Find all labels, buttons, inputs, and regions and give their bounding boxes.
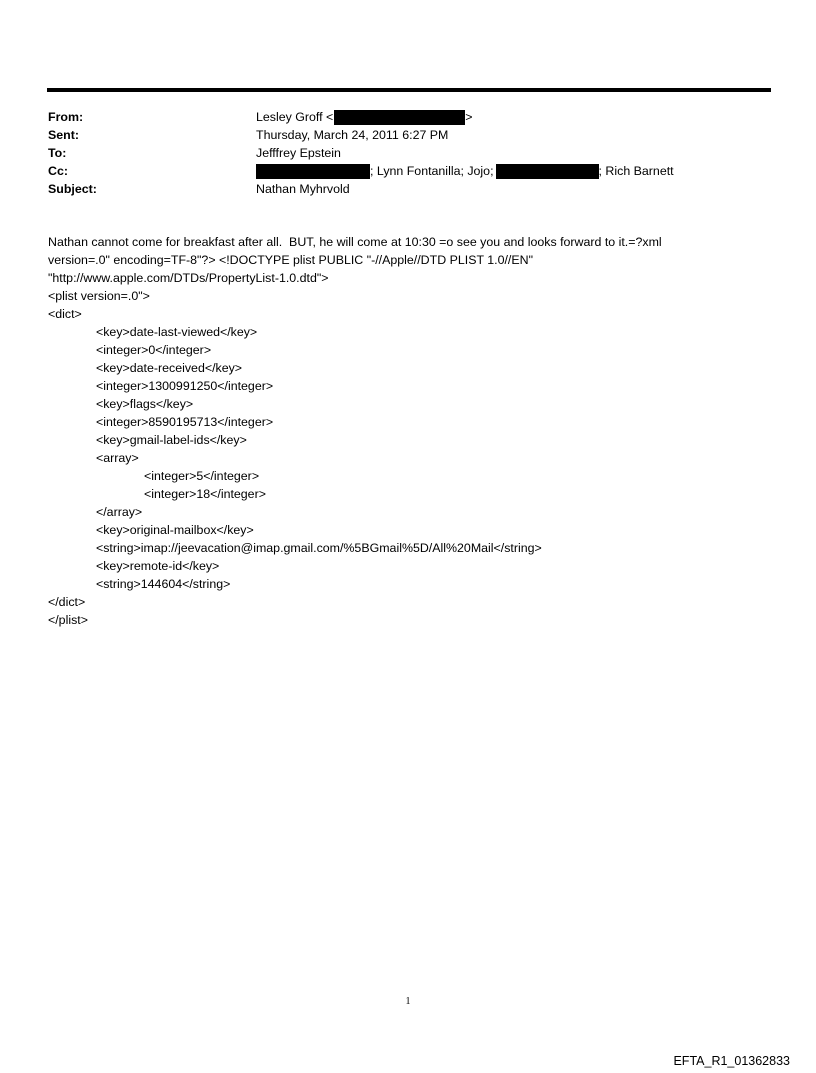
body-line: <integer>0</integer> — [96, 343, 212, 357]
sent-label: Sent: — [48, 128, 79, 142]
sent-value: Thursday, March 24, 2011 6:27 PM — [256, 128, 449, 142]
body-line: Nathan cannot come for breakfast after all. BUT, he will come at 10:30 =o see you and looks forward to it.=?xml — [48, 235, 662, 249]
from-name: Lesley Groff < — [256, 110, 334, 124]
body-line: <integer>5</integer> — [144, 469, 260, 483]
from-close: > — [465, 110, 473, 124]
email-body — [48, 233, 768, 629]
body-line: "http://www.apple.com/DTDs/PropertyList-1.0.dtd"> — [48, 271, 329, 285]
body-line: <integer>18</integer> — [144, 487, 266, 501]
cc-value — [256, 162, 674, 180]
redaction-box — [496, 164, 599, 179]
body-line: <key>date-last-viewed</key> — [96, 325, 258, 339]
cc-part2: ; Rich Barnett — [598, 164, 674, 178]
header-rule — [47, 88, 771, 92]
body-line: <key>gmail-label-ids</key> — [96, 433, 247, 447]
subject-label: Subject: — [48, 182, 97, 196]
body-line: <integer>8590195713</integer> — [96, 415, 274, 429]
redaction-box — [334, 110, 465, 125]
to-row — [48, 144, 768, 162]
body-line: <string>144604</string> — [96, 577, 231, 591]
body-line: <plist version=.0"> — [48, 289, 150, 303]
cc-label: Cc: — [48, 164, 68, 178]
body-line: <key>flags</key> — [96, 397, 194, 411]
from-row — [48, 108, 768, 126]
sent-row — [48, 126, 768, 144]
body-line: <dict> — [48, 307, 82, 321]
email-header — [48, 108, 768, 198]
body-line: </dict> — [48, 595, 86, 609]
to-label: To: — [48, 146, 67, 160]
body-line: </plist> — [48, 613, 88, 627]
subject-value: Nathan Myhrvold — [256, 182, 350, 196]
body-line: version=.0" encoding=TF-8"?> <!DOCTYPE plist PUBLIC "-//Apple//DTD PLIST 1.0//EN" — [48, 253, 533, 267]
body-line: <key>date-received</key> — [96, 361, 243, 375]
document-id: EFTA_R1_01362833 — [673, 1054, 790, 1068]
body-line: <key>original-mailbox</key> — [96, 523, 254, 537]
from-label: From: — [48, 110, 84, 124]
body-line: <key>remote-id</key> — [96, 559, 220, 573]
to-value: Jefffrey Epstein — [256, 146, 341, 160]
body-line: <string>imap://jeevacation@imap.gmail.com/%5BGmail%5D/All%20Mail</string> — [96, 541, 542, 555]
page-number: 1 — [405, 996, 411, 1007]
cc-part1: ; Lynn Fontanilla; Jojo; — [370, 164, 494, 178]
body-line: </array> — [96, 505, 143, 519]
from-value — [256, 108, 473, 126]
body-line: <array> — [96, 451, 139, 465]
body-line: <integer>1300991250</integer> — [96, 379, 274, 393]
redaction-box — [256, 164, 370, 179]
subject-row — [48, 180, 768, 198]
cc-row — [48, 162, 768, 180]
